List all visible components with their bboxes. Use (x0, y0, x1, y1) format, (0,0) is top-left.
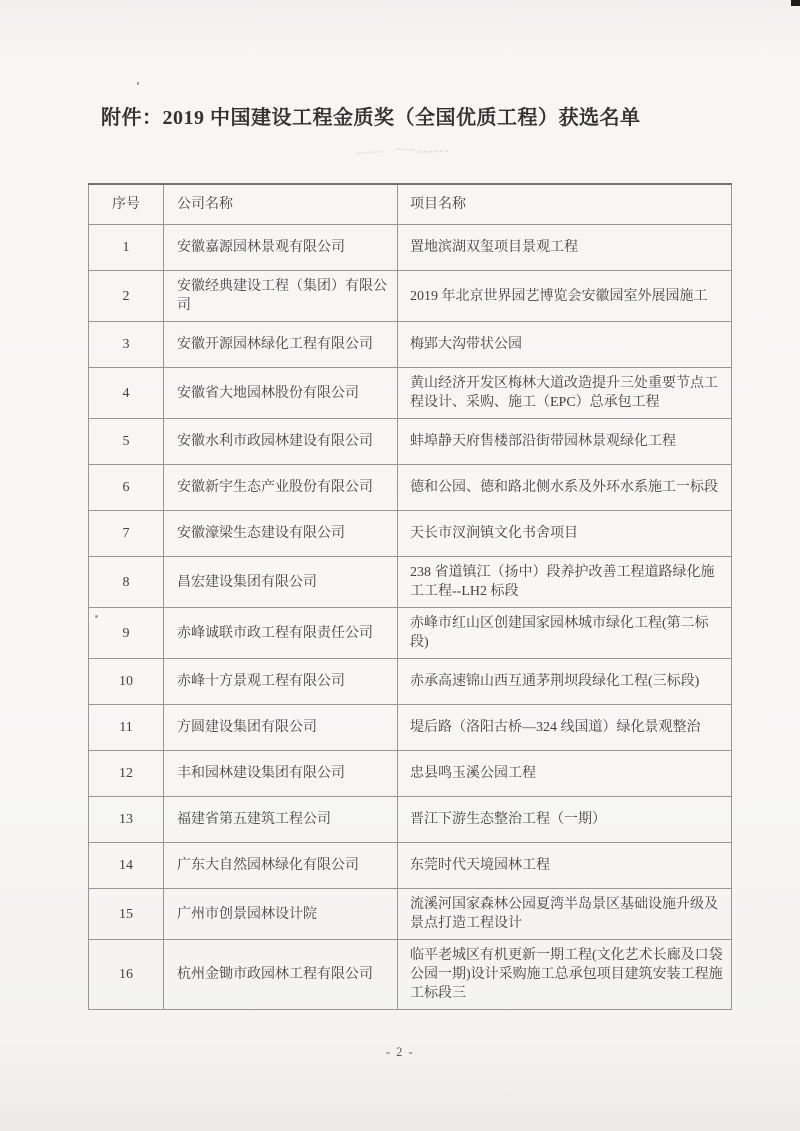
cell-no: 12 (89, 751, 164, 797)
cell-project: 流溪河国家森林公园夏湾半岛景区基础设施升级及景点打造工程设计 (398, 889, 732, 940)
cell-no: 4 (89, 368, 164, 419)
cell-no: 15 (89, 889, 164, 940)
cell-company: 赤峰诚联市政工程有限责任公司 (164, 608, 398, 659)
cell-company: 昌宏建设集团有限公司 (164, 557, 398, 608)
cell-no: 13 (89, 797, 164, 843)
cell-no: 14 (89, 843, 164, 889)
table-row (89, 751, 732, 797)
table-row (89, 271, 732, 322)
cell-project: 赤峰市红山区创建国家园林城市绿化工程(第二标段) (398, 608, 732, 659)
cell-no: 1 (89, 225, 164, 271)
scan-corner-mark (791, 0, 800, 6)
cell-no: 5 (89, 419, 164, 465)
cell-no: 11 (89, 705, 164, 751)
cell-company: 安徽省大地园林股份有限公司 (164, 368, 398, 419)
cell-company: 广州市创景园林设计院 (164, 889, 398, 940)
cell-company: 安徽嘉源园林景观有限公司 (164, 225, 398, 271)
cell-company: 丰和园林建设集团有限公司 (164, 751, 398, 797)
scan-smudge (356, 146, 452, 158)
cell-project: 黄山经济开发区梅林大道改造提升三处重要节点工程设计、采购、施工（EPC）总承包工程 (398, 368, 732, 419)
cell-company: 安徽经典建设工程（集团）有限公司 (164, 271, 398, 322)
column-header-no: 序号 (89, 184, 164, 225)
awards-table (88, 183, 732, 1010)
cell-no: 10 (89, 659, 164, 705)
cell-company: 安徽新宇生态产业股份有限公司 (164, 465, 398, 511)
cell-no: 8 (89, 557, 164, 608)
cell-project: 置地滨湖双玺项目景观工程 (398, 225, 732, 271)
cell-project: 东莞时代天境园林工程 (398, 843, 732, 889)
cell-project: 2019 年北京世界园艺博览会安徽园室外展园施工 (398, 271, 732, 322)
table-row (89, 511, 732, 557)
cell-project: 梅郢大沟带状公园 (398, 322, 732, 368)
table-row (89, 322, 732, 368)
cell-company: 安徽濠梁生态建设有限公司 (164, 511, 398, 557)
cell-company: 杭州金锄市政园林工程有限公司 (164, 940, 398, 1010)
cell-project: 238 省道镇江（扬中）段养护改善工程道路绿化施工工程--LH2 标段 (398, 557, 732, 608)
table-row (89, 368, 732, 419)
table-row (89, 940, 732, 1010)
column-header-project: 项目名称 (398, 184, 732, 225)
cell-project: 德和公园、德和路北侧水系及外环水系施工一标段 (398, 465, 732, 511)
table-header-row (89, 184, 732, 225)
column-header-company: 公司名称 (164, 184, 398, 225)
cell-no: 7 (89, 511, 164, 557)
page-number: - 2 - (385, 1045, 415, 1059)
cell-project: 蚌埠静天府售楼部沿街带园林景观绿化工程 (398, 419, 732, 465)
cell-no: 2 (89, 271, 164, 322)
cell-project: 天长市汊涧镇文化书舍项目 (398, 511, 732, 557)
cell-project: 晋江下游生态整治工程（一期） (398, 797, 732, 843)
cell-project: 临平老城区有机更新一期工程(文化艺术长廊及口袋公园一期)设计采购施工总承包项目建筑安装工程施工标段三 (398, 940, 732, 1010)
cell-company: 安徽开源园林绿化工程有限公司 (164, 322, 398, 368)
scan-speck (137, 82, 139, 85)
table-row (89, 705, 732, 751)
table-row (89, 225, 732, 271)
table-row (89, 889, 732, 940)
cell-company: 方圆建设集团有限公司 (164, 705, 398, 751)
scan-speck (95, 615, 98, 618)
cell-project: 堤后路（洛阳古桥—324 线国道）绿化景观整治 (398, 705, 732, 751)
cell-no: 16 (89, 940, 164, 1010)
cell-no: 6 (89, 465, 164, 511)
table-row (89, 843, 732, 889)
table-row (89, 797, 732, 843)
cell-no: 3 (89, 322, 164, 368)
table-row (89, 465, 732, 511)
cell-project: 赤承高速锦山西互通茅荆坝段绿化工程(三标段) (398, 659, 732, 705)
cell-company: 广东大自然园林绿化有限公司 (164, 843, 398, 889)
table-row (89, 557, 732, 608)
table-body (89, 225, 732, 1010)
table-row (89, 419, 732, 465)
page-title: 附件：2019 中国建设工程金质奖（全国优质工程）获选名单 (101, 107, 641, 129)
cell-company: 福建省第五建筑工程公司 (164, 797, 398, 843)
cell-project: 忠县鸣玉溪公园工程 (398, 751, 732, 797)
table-row (89, 608, 732, 659)
cell-no: 9 (89, 608, 164, 659)
cell-company: 安徽水利市政园林建设有限公司 (164, 419, 398, 465)
cell-company: 赤峰十方景观工程有限公司 (164, 659, 398, 705)
table-row (89, 659, 732, 705)
